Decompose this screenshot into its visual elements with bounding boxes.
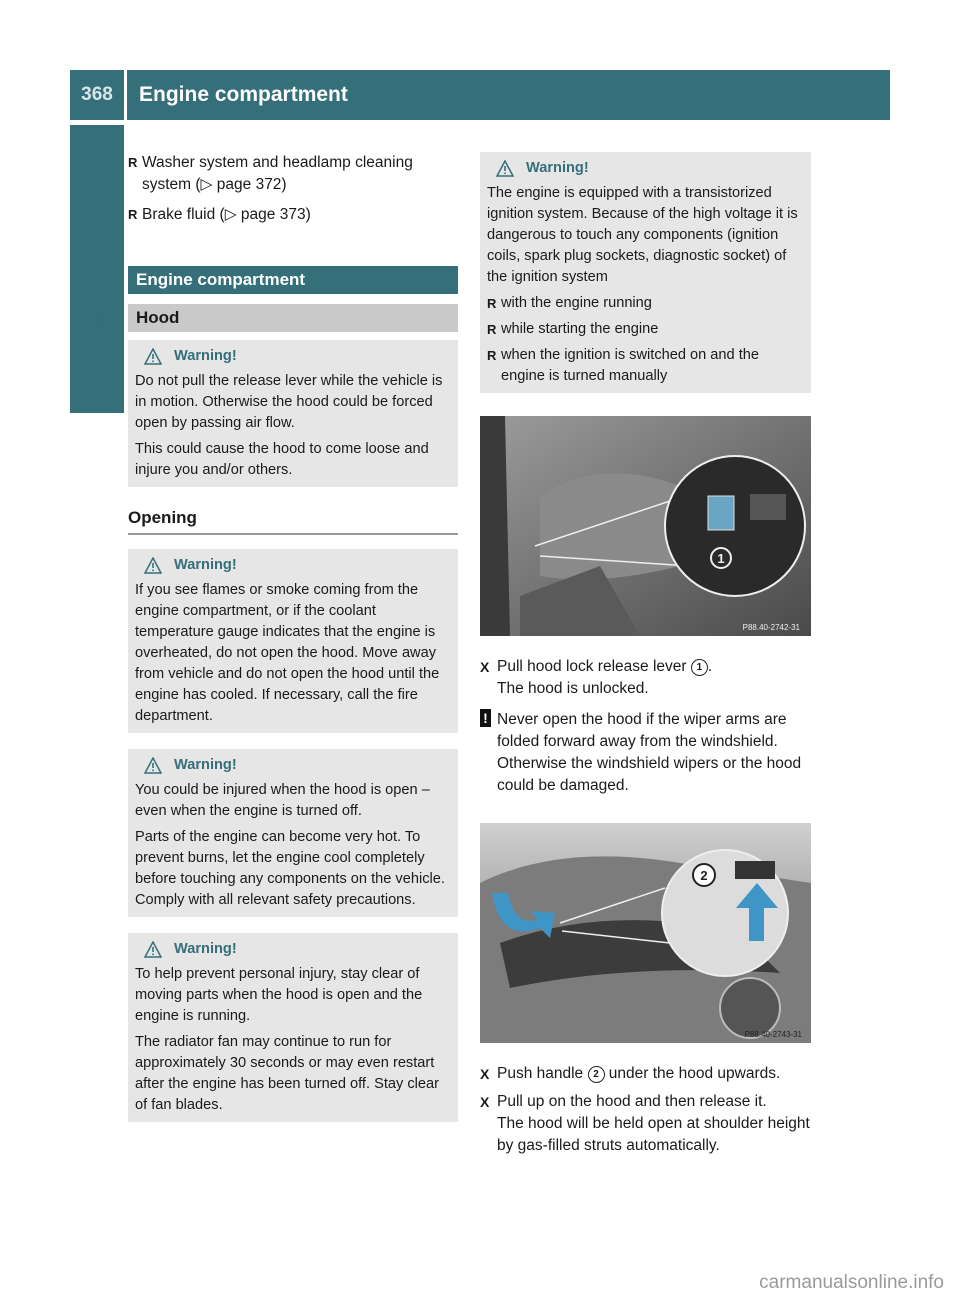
hood-handle-photo — [480, 823, 811, 1043]
image-code: P88.40-2743-31 — [744, 1030, 802, 1039]
warning-bullet: R while starting the engine — [487, 321, 659, 337]
image-code: P88.40-2742-31 — [742, 623, 800, 632]
page-header — [70, 70, 890, 120]
opening-heading: Opening — [128, 487, 458, 535]
page-title: Engine compartment — [139, 83, 348, 106]
page-number: 368 — [81, 84, 113, 105]
release-lever-illustration — [480, 416, 811, 636]
instruction-result: The hood will be held open at shoulder height by gas-filled struts automatically. — [497, 1115, 810, 1154]
warning-text: If you see flames or smoke coming from the engine compartment, or if the coolant temperature gauge indicates that the engine is overheated, do not open the hood. Move away from vehicle and do not open the hood until the engine has cooled. If necessary, call the fire department. — [135, 582, 440, 724]
exclamation-icon: ! — [480, 709, 491, 727]
warning-box — [128, 340, 458, 487]
warning-label: Warning! — [174, 348, 237, 364]
warning-text: To help prevent personal injury, stay clear of moving parts when the hood is open and the engine is running. — [135, 966, 423, 1024]
warning-text: This could cause the hood to come loose and injure you and/or others. — [135, 441, 429, 478]
instruction-result: The hood is unlocked. — [497, 680, 649, 697]
x-marker-icon: X — [480, 659, 490, 675]
warning-icon — [144, 557, 162, 574]
warning-label: Warning! — [174, 757, 237, 773]
bullet-item: R Brake fluid (▷ page 373) — [128, 206, 311, 223]
warning-text: You could be injured when the hood is open – even when the engine is turned off. — [135, 782, 430, 819]
right-column — [480, 152, 811, 1157]
header-divider — [124, 70, 127, 120]
side-tab-label: Operation — [87, 286, 112, 390]
warning-box — [128, 749, 458, 917]
warning-box — [480, 152, 811, 393]
bullet-item: R Washer system and headlamp cleaning system (▷ page 372) — [128, 154, 413, 193]
warning-label: Warning! — [526, 160, 589, 176]
image-marker-1: 1 — [717, 551, 725, 566]
warning-text: The engine is equipped with a transistorized ignition system. Because of the high voltage it is dangerous to touch any components (ignition coils, spark plug sockets, diagnostic socket) of the ignition system — [487, 185, 798, 285]
warning-bullet: R when the ignition is switched on and the engine is turned manually — [487, 347, 759, 384]
section-heading: Engine compartment — [128, 266, 458, 294]
image-marker-2: 2 — [700, 868, 708, 883]
watermark: carmanualsonline.info — [759, 1272, 944, 1293]
warning-icon — [496, 160, 514, 177]
instruction-step: X Pull up on the hood and then release it. — [480, 1091, 811, 1113]
warning-box — [128, 549, 458, 733]
warning-icon — [144, 348, 162, 365]
warning-bullet: R with the engine running — [487, 295, 652, 311]
warning-box — [128, 933, 458, 1122]
left-column — [128, 152, 458, 1122]
ref-marker: 1 — [691, 659, 708, 676]
warning-label: Warning! — [174, 941, 237, 957]
warning-text: The radiator fan may continue to run for approximately 30 seconds or may even restart after the engine has been turned off. Stay clear of fan blades. — [135, 1034, 439, 1113]
warning-text: Parts of the engine can become very hot. To prevent burns, let the engine cool completely before touching any components on the vehicle. Comply with all relevant safety precautions. — [135, 829, 445, 908]
ref-marker: 2 — [588, 1066, 605, 1083]
caution-note: ! Never open the hood if the wiper arms are folded forward away from the windshield. Otherwise the windshield wipers or the hood could be damaged. — [480, 709, 811, 797]
release-lever-photo — [480, 416, 811, 636]
instruction-step: X Pull hood lock release lever 1 . — [480, 656, 811, 678]
instruction-step: X Push handle 2 under the hood upwards. — [480, 1063, 811, 1085]
warning-text: Do not pull the release lever while the vehicle is in motion. Otherwise the hood could be forced open by passing air flow. — [135, 373, 443, 431]
warning-icon — [144, 757, 162, 774]
hood-handle-illustration — [480, 823, 811, 1043]
warning-icon — [144, 941, 162, 958]
warning-label: Warning! — [174, 557, 237, 573]
subsection-heading: Hood — [128, 304, 458, 332]
x-marker-icon: X — [480, 1094, 490, 1110]
x-marker-icon: X — [480, 1066, 490, 1082]
